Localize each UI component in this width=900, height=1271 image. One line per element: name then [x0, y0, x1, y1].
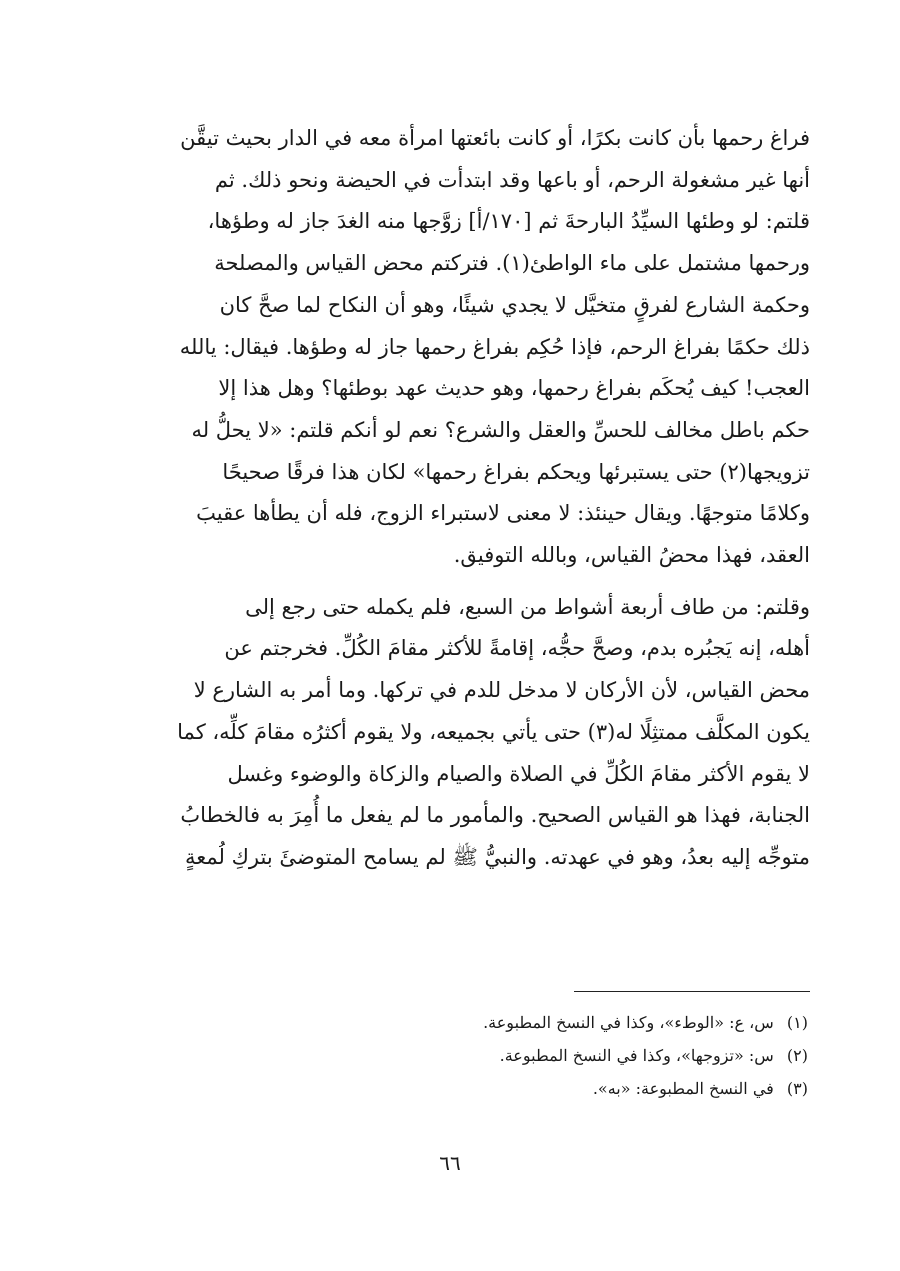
text-line: ذلك حكمًا بفراغ الرحم، فإذا حُكِم بفراغ رحمها جاز له وطؤها. فيقال: يالله: [179, 334, 810, 359]
text-line: متوجِّه إليه بعدُ، وهو في عهدته. والنبيُّ ﷺ لم يسامح المتوضئَ بتركِ لُمعةٍ: [185, 844, 810, 869]
main-text: [98, 118, 810, 879]
footnote-3: [300, 1072, 808, 1105]
footnote-divider: [574, 991, 810, 992]
footnote-2: [300, 1039, 808, 1072]
footnotes: [300, 1006, 808, 1105]
text-line: محض القياس، لأن الأركان لا مدخل للدم في تركها. وما أمر به الشارع لا: [193, 678, 810, 703]
text-line: يكون المكلَّف ممتثِلًا له(٣) حتى يأتي بجميعه، ولا يقوم أكثرُه مقامَ كلِّه، كما: [177, 719, 810, 744]
text-line: قلتم: لو وطئها السيِّدُ البارحةَ ثم [١٧٠/أ] زوَّجها منه الغدَ جاز له وطؤها،: [207, 209, 810, 234]
page-number: ٦٦: [439, 1151, 461, 1175]
footnote-number: (٣): [786, 1079, 808, 1098]
footnote-text: س: «تزوجها»، وكذا في النسخ المطبوعة.: [499, 1046, 774, 1065]
text-line: وكلامًا متوجهًا. ويقال حينئذ: لا معنى لاستبراء الزوج، فله أن يطأها عقيبَ: [196, 501, 810, 526]
footnote-number: (٢): [786, 1046, 808, 1065]
text-line: فراغ رحمها بأن كانت بكرًا، أو كانت بائعتها امرأة معه في الدار بحيث تيقَّن: [180, 126, 810, 150]
footnote-number: (١): [786, 1013, 808, 1032]
footnote-text: س، ع: «الوطء»، وكذا في النسخ المطبوعة.: [483, 1013, 774, 1032]
footnote-1: [300, 1006, 808, 1039]
text-line: حكم باطل مخالف للحسِّ والعقل والشرع؟ نعم لو أنكم قلتم: «لا يحلُّ له: [191, 417, 810, 442]
text-line: أنها غير مشغولة الرحم، أو باعها وقد ابتدأت في الحيضة ونحو ذلك. ثم: [214, 167, 810, 192]
footnote-text: في النسخ المطبوعة: «به».: [592, 1079, 774, 1098]
text-line: تزويجها(٢) حتى يستبرئها ويحكم بفراغ رحمها» لكان هذا فرقًا صحيحًا: [222, 459, 810, 484]
text-line: العقد، فهذا محضُ القياس، وبالله التوفيق.: [453, 543, 810, 568]
text-line: وحكمة الشارع لفرقٍ متخيَّل لا يجدي شيئًا، وهو أن النكاح لما صحَّ كان: [219, 292, 810, 317]
text-line: لا يقوم الأكثر مقامَ الكُلِّ في الصلاة والصيام والزكاة والوضوء وغسل: [227, 761, 810, 786]
paragraph-1: [98, 118, 810, 577]
text-line: وقلتم: من طاف أربعة أشواط من السبع، فلم يكمله حتى رجع إلى: [245, 594, 810, 619]
text-line: أهله، إنه يَجبُره بدم، وصحَّ حجُّه، إقامةً للأكثر مقامَ الكُلِّ. فخرجتم عن: [224, 636, 810, 661]
text-line: ورحمها مشتمل على ماء الواطئ(١). فتركتم محض القياس والمصلحة: [214, 251, 810, 276]
text-line: الجنابة، فهذا هو القياس الصحيح. والمأمور ما لم يفعل ما أُمِرَ به فالخطابُ: [180, 803, 810, 828]
paragraph-2: [98, 587, 810, 879]
text-line: العجب! كيف يُحكَم بفراغ رحمها، وهو حديث عهد بوطئها؟ وهل هذا إلا: [218, 376, 810, 401]
